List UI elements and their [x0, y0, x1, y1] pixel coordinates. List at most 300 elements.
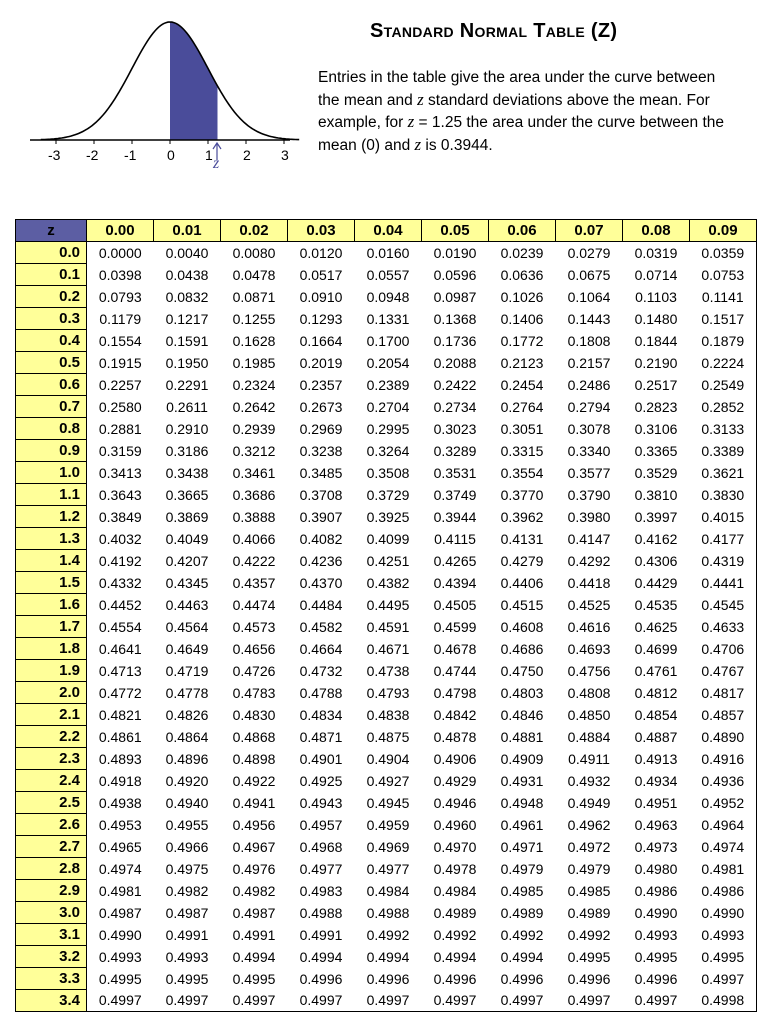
column-header: 0.08 — [623, 220, 690, 242]
table-cell: 0.4251 — [366, 552, 410, 569]
table-cell: 0.4989 — [500, 904, 544, 921]
table-row — [16, 396, 757, 418]
axis-tick-label: 0 — [167, 147, 175, 163]
table-cell: 0.4952 — [690, 792, 757, 814]
table-cell: 0.4726 — [232, 662, 276, 679]
table-cell: 0.4484 — [299, 596, 343, 613]
table-cell: 0.1443 — [567, 310, 611, 327]
table-cell: 0.4192 — [98, 552, 142, 569]
table-cell: 0.1844 — [634, 332, 678, 349]
table-cell: 0.4971 — [500, 838, 544, 855]
table-cell: 0.4906 — [433, 750, 477, 767]
table-cell: 0.4993 — [634, 926, 678, 943]
table-cell: 0.4875 — [366, 728, 410, 745]
table-cell: 0.2190 — [634, 354, 678, 371]
table-cell: 0.0596 — [433, 266, 477, 283]
table-cell: 0.4222 — [232, 552, 276, 569]
table-cell: 0.4992 — [366, 926, 410, 943]
table-cell: 0.4960 — [433, 816, 477, 833]
table-cell: 0.4916 — [690, 748, 757, 770]
table-cell: 0.3907 — [299, 508, 343, 525]
table-cell: 0.4713 — [98, 662, 142, 679]
table-cell: 0.0675 — [567, 266, 611, 283]
row-header: 2.6 — [16, 814, 87, 836]
table-cell: 0.2224 — [690, 352, 757, 374]
row-header: 0.6 — [16, 374, 87, 396]
table-cell: 0.4495 — [366, 596, 410, 613]
table-cell: 0.2794 — [567, 398, 611, 415]
table-cell: 0.3485 — [299, 464, 343, 481]
table-cell: 0.0438 — [165, 266, 209, 283]
table-cell: 0.4345 — [165, 574, 209, 591]
table-cell: 0.4706 — [690, 638, 757, 660]
table-cell: 0.4957 — [299, 816, 343, 833]
table-cell: 0.4993 — [98, 948, 142, 965]
row-header: 3.0 — [16, 902, 87, 924]
table-cell: 0.4830 — [232, 706, 276, 723]
table-cell: 0.4948 — [500, 794, 544, 811]
table-cell: 0.3888 — [232, 508, 276, 525]
table-cell: 0.4817 — [690, 682, 757, 704]
table-cell: 0.0080 — [232, 244, 276, 261]
table-cell: 0.4994 — [232, 948, 276, 965]
table-cell: 0.4993 — [165, 948, 209, 965]
table-cell: 0.2881 — [98, 420, 142, 437]
table-cell: 0.4788 — [299, 684, 343, 701]
table-cell: 0.4732 — [299, 662, 343, 679]
table-cell: 0.4292 — [567, 552, 611, 569]
table-row — [16, 792, 757, 814]
table-cell: 0.4966 — [165, 838, 209, 855]
table-cell: 0.4808 — [567, 684, 611, 701]
table-cell: 0.2734 — [433, 398, 477, 415]
table-cell: 0.1103 — [635, 288, 677, 305]
row-header: 3.3 — [16, 968, 87, 990]
table-cell: 0.4406 — [500, 574, 544, 591]
table-cell: 0.4995 — [98, 970, 142, 987]
table-cell: 0.0871 — [232, 288, 276, 305]
table-cell: 0.4265 — [433, 552, 477, 569]
table-cell: 0.4938 — [98, 794, 142, 811]
table-cell: 0.3159 — [98, 442, 142, 459]
table-cell: 0.3365 — [634, 442, 678, 459]
table-cell: 0.4868 — [232, 728, 276, 745]
table-cell: 0.1664 — [299, 332, 343, 349]
table-cell: 0.4564 — [165, 618, 209, 635]
table-cell: 0.4936 — [690, 770, 757, 792]
table-cell: 0.4893 — [98, 750, 142, 767]
description-text-1: Entries in the table give the area under the curve between the mean and — [318, 69, 716, 109]
table-cell: 0.4236 — [299, 552, 343, 569]
table-cell: 0.4821 — [98, 706, 142, 723]
table-cell: 0.3389 — [690, 440, 757, 462]
table-cell: 0.0000 — [98, 244, 142, 261]
table-cell: 0.4959 — [366, 816, 410, 833]
table-cell: 0.3461 — [232, 464, 276, 481]
table-row — [16, 550, 757, 572]
table-cell: 0.4949 — [567, 794, 611, 811]
table-cell: 0.4429 — [634, 574, 678, 591]
table-cell: 0.4911 — [568, 750, 610, 767]
table-cell: 0.4996 — [299, 970, 343, 987]
table-cell: 0.4998 — [690, 990, 757, 1012]
table-cell: 0.2517 — [634, 376, 678, 393]
table-cell: 0.1517 — [690, 308, 757, 330]
description-text-2: standard deviations above the mean. For example, for — [318, 91, 710, 131]
table-cell: 0.1064 — [567, 288, 611, 305]
table-cell: 0.4975 — [165, 860, 209, 877]
table-cell: 0.4972 — [567, 838, 611, 855]
table-cell: 0.4994 — [500, 948, 544, 965]
table-cell: 0.4306 — [634, 552, 678, 569]
table-cell: 0.4750 — [500, 662, 544, 679]
table-cell: 0.4932 — [567, 772, 611, 789]
table-cell: 0.2673 — [299, 398, 343, 415]
table-cell: 0.3790 — [567, 486, 611, 503]
table-cell: 0.4474 — [232, 596, 276, 613]
table-cell: 0.4761 — [634, 662, 678, 679]
row-header: 2.7 — [16, 836, 87, 858]
row-header: 1.6 — [16, 594, 87, 616]
row-header: 2.2 — [16, 726, 87, 748]
table-cell: 0.4991 — [165, 926, 209, 943]
table-cell: 0.4997 — [221, 990, 288, 1012]
table-cell: 0.4744 — [433, 662, 477, 679]
table-cell: 0.4382 — [366, 574, 410, 591]
table-cell: 0.3106 — [634, 420, 678, 437]
table-cell: 0.4997 — [288, 990, 355, 1012]
table-cell: 0.3529 — [634, 464, 678, 481]
table-cell: 0.4922 — [232, 772, 276, 789]
table-cell: 0.0160 — [366, 244, 410, 261]
table-cell: 0.4798 — [433, 684, 477, 701]
table-cell: 0.3997 — [634, 508, 678, 525]
table-cell: 0.4032 — [98, 530, 142, 547]
table-cell: 0.0948 — [366, 288, 410, 305]
table-cell: 0.4616 — [567, 618, 611, 635]
table-cell: 0.4996 — [567, 970, 611, 987]
table-cell: 0.3212 — [232, 442, 276, 459]
table-cell: 0.4871 — [299, 728, 343, 745]
table-cell: 0.0636 — [500, 266, 544, 283]
table-cell: 0.4995 — [567, 948, 611, 965]
table-cell: 0.4986 — [634, 882, 678, 899]
table-cell: 0.3869 — [165, 508, 209, 525]
table-cell: 0.1879 — [690, 330, 757, 352]
table-cell: 0.0478 — [232, 266, 276, 283]
table-cell: 0.4846 — [500, 706, 544, 723]
row-header: 0.8 — [16, 418, 87, 440]
table-row — [16, 594, 757, 616]
table-cell: 0.4693 — [567, 640, 611, 657]
z-table — [15, 219, 757, 1012]
table-cell: 0.2088 — [433, 354, 477, 371]
table-cell: 0.3531 — [433, 464, 477, 481]
table-cell: 0.4989 — [433, 904, 477, 921]
table-cell: 0.4332 — [98, 574, 142, 591]
table-cell: 0.3830 — [690, 484, 757, 506]
table-cell: 0.3289 — [433, 442, 477, 459]
table-cell: 0.4826 — [165, 706, 209, 723]
row-header: 1.7 — [16, 616, 87, 638]
axis-tick-label: 1 — [205, 147, 213, 163]
table-cell: 0.4925 — [299, 772, 343, 789]
table-cell: 0.3340 — [567, 442, 611, 459]
row-header: 1.3 — [16, 528, 87, 550]
table-cell: 0.4929 — [433, 772, 477, 789]
table-cell: 0.2852 — [690, 396, 757, 418]
row-header: 0.4 — [16, 330, 87, 352]
column-header: 0.00 — [87, 220, 154, 242]
table-cell: 0.1141 — [690, 286, 757, 308]
table-cell: 0.3643 — [98, 486, 142, 503]
table-cell: 0.4996 — [500, 970, 544, 987]
table-cell: 0.4996 — [366, 970, 410, 987]
table-cell: 0.4984 — [433, 882, 477, 899]
table-cell: 0.4049 — [165, 530, 209, 547]
table-cell: 0.4977 — [299, 860, 343, 877]
table-cell: 0.4803 — [500, 684, 544, 701]
table-cell: 0.4997 — [355, 990, 422, 1012]
table-row — [16, 352, 757, 374]
table-cell: 0.4973 — [634, 838, 678, 855]
table-cell: 0.3849 — [98, 508, 142, 525]
table-cell: 0.3944 — [433, 508, 477, 525]
table-cell: 0.4625 — [634, 618, 678, 635]
page-title: Standard Normal Table (Z) — [370, 20, 618, 42]
table-cell: 0.0910 — [299, 288, 343, 305]
table-cell: 0.4854 — [634, 706, 678, 723]
table-cell: 0.2054 — [366, 354, 410, 371]
table-cell: 0.0398 — [98, 266, 142, 283]
table-cell: 0.3264 — [366, 442, 410, 459]
column-header: 0.06 — [489, 220, 556, 242]
table-cell: 0.2157 — [567, 354, 611, 371]
row-header: 0.7 — [16, 396, 87, 418]
table-row — [16, 286, 757, 308]
table-cell: 0.4115 — [434, 530, 476, 547]
table-cell: 0.4969 — [366, 838, 410, 855]
corner-header: z — [16, 220, 87, 242]
table-cell: 0.4953 — [98, 816, 142, 833]
description-z-3: z — [414, 134, 422, 154]
table-cell: 0.4131 — [500, 530, 544, 547]
table-row — [16, 946, 757, 968]
table-cell: 0.2324 — [232, 376, 276, 393]
table-cell: 0.4976 — [232, 860, 276, 877]
table-cell: 0.4793 — [366, 684, 410, 701]
table-cell: 0.4997 — [87, 990, 154, 1012]
table-cell: 0.4881 — [500, 728, 544, 745]
table-cell: 0.3508 — [366, 464, 410, 481]
table-cell: 0.4162 — [634, 530, 678, 547]
description-text-3: = 1.25 the area under the curve between the mean (0) and — [318, 114, 725, 154]
normal-curve-figure — [20, 10, 300, 170]
table-cell: 0.1554 — [98, 332, 142, 349]
row-header: 3.4 — [16, 990, 87, 1012]
table-cell: 0.4591 — [366, 618, 410, 635]
table-cell: 0.4987 — [98, 904, 142, 921]
table-cell: 0.4913 — [634, 750, 678, 767]
table-cell: 0.2580 — [98, 398, 142, 415]
table-cell: 0.4756 — [567, 662, 611, 679]
table-row — [16, 858, 757, 880]
table-cell: 0.4968 — [299, 838, 343, 855]
table-row — [16, 968, 757, 990]
table-cell: 0.1985 — [232, 354, 276, 371]
table-cell: 0.4990 — [98, 926, 142, 943]
table-cell: 0.4633 — [690, 616, 757, 638]
column-header: 0.09 — [690, 220, 757, 242]
table-cell: 0.4934 — [634, 772, 678, 789]
table-cell: 0.4099 — [366, 530, 410, 547]
table-cell: 0.3078 — [567, 420, 611, 437]
table-cell: 0.4991 — [232, 926, 276, 943]
table-cell: 0.4515 — [500, 596, 544, 613]
table-cell: 0.4951 — [634, 794, 678, 811]
axis-tick-label: 2 — [243, 147, 251, 163]
table-cell: 0.4927 — [366, 772, 410, 789]
table-row — [16, 374, 757, 396]
table-cell: 0.4988 — [299, 904, 343, 921]
table-cell: 0.2291 — [165, 376, 209, 393]
table-cell: 0.4981 — [98, 882, 142, 899]
table-cell: 0.0120 — [299, 244, 343, 261]
table-row — [16, 836, 757, 858]
table-cell: 0.3438 — [165, 464, 209, 481]
table-cell: 0.4582 — [299, 618, 343, 635]
table-row — [16, 264, 757, 286]
table-cell: 0.4963 — [634, 816, 678, 833]
table-cell: 0.4996 — [433, 970, 477, 987]
table-row — [16, 880, 757, 902]
table-row — [16, 638, 757, 660]
table-cell: 0.4920 — [165, 772, 209, 789]
row-header: 1.5 — [16, 572, 87, 594]
table-cell: 0.4357 — [232, 574, 276, 591]
table-cell: 0.4955 — [165, 816, 209, 833]
table-row — [16, 242, 757, 264]
table-cell: 0.4979 — [500, 860, 544, 877]
table-cell: 0.4994 — [299, 948, 343, 965]
table-row — [16, 814, 757, 836]
table-cell: 0.4884 — [567, 728, 611, 745]
table-cell: 0.4946 — [433, 794, 477, 811]
column-header: 0.02 — [221, 220, 288, 242]
table-row — [16, 990, 757, 1012]
table-cell: 0.4441 — [690, 572, 757, 594]
table-cell: 0.4671 — [366, 640, 410, 657]
table-cell: 0.2642 — [232, 398, 276, 415]
table-cell: 0.4767 — [690, 660, 757, 682]
table-cell: 0.1736 — [433, 332, 477, 349]
table-cell: 0.4890 — [690, 726, 757, 748]
table-cell: 0.2611 — [166, 398, 208, 415]
table-row — [16, 506, 757, 528]
table-cell: 0.4545 — [690, 594, 757, 616]
table-cell: 0.4015 — [690, 506, 757, 528]
table-row — [16, 330, 757, 352]
table-cell: 0.4987 — [165, 904, 209, 921]
table-cell: 0.4812 — [634, 684, 678, 701]
table-cell: 0.4599 — [433, 618, 477, 635]
table-row — [16, 616, 757, 638]
table-cell: 0.4904 — [366, 750, 410, 767]
table-cell: 0.0359 — [690, 242, 757, 264]
table-cell: 0.4147 — [567, 530, 611, 547]
table-row — [16, 682, 757, 704]
table-row — [16, 902, 757, 924]
table-cell: 0.4207 — [165, 552, 209, 569]
table-cell: 0.4177 — [690, 528, 757, 550]
table-cell: 0.0557 — [366, 266, 410, 283]
table-cell: 0.4990 — [634, 904, 678, 921]
table-cell: 0.4984 — [366, 882, 410, 899]
table-cell: 0.3686 — [232, 486, 276, 503]
table-cell: 0.4940 — [165, 794, 209, 811]
table-cell: 0.1406 — [500, 310, 544, 327]
table-cell: 0.4990 — [690, 902, 757, 924]
table-cell: 0.4842 — [433, 706, 477, 723]
table-cell: 0.4834 — [299, 706, 343, 723]
table-cell: 0.4994 — [433, 948, 477, 965]
table-cell: 0.4573 — [232, 618, 276, 635]
table-cell: 0.4981 — [690, 858, 757, 880]
table-cell: 0.4988 — [366, 904, 410, 921]
table-cell: 0.4418 — [567, 574, 611, 591]
table-row — [16, 770, 757, 792]
table-cell: 0.0987 — [433, 288, 477, 305]
table-cell: 0.2939 — [232, 420, 276, 437]
table-cell: 0.1293 — [299, 310, 343, 327]
row-header: 2.8 — [16, 858, 87, 880]
table-cell: 0.4987 — [232, 904, 276, 921]
table-cell: 0.4641 — [98, 640, 142, 657]
row-header: 1.0 — [16, 462, 87, 484]
table-cell: 0.4994 — [366, 948, 410, 965]
table-cell: 0.4656 — [232, 640, 276, 657]
table-cell: 0.4978 — [433, 860, 477, 877]
table-cell: 0.4918 — [98, 772, 142, 789]
axis-tick-label: -1 — [124, 147, 137, 163]
row-header: 2.1 — [16, 704, 87, 726]
table-cell: 0.0239 — [500, 244, 544, 261]
table-cell: 0.1026 — [500, 288, 544, 305]
row-header: 0.3 — [16, 308, 87, 330]
table-cell: 0.2549 — [690, 374, 757, 396]
table-cell: 0.4861 — [98, 728, 142, 745]
table-cell: 0.4887 — [634, 728, 678, 745]
table-cell: 0.4525 — [567, 596, 611, 613]
table-cell: 0.4995 — [165, 970, 209, 987]
table-cell: 0.3962 — [500, 508, 544, 525]
table-cell: 0.0832 — [165, 288, 209, 305]
description-text-4: is 0.3944. — [421, 136, 493, 154]
table-cell: 0.4997 — [422, 990, 489, 1012]
table-cell: 0.1700 — [366, 332, 410, 349]
table-cell: 0.2910 — [165, 420, 209, 437]
row-header: 1.8 — [16, 638, 87, 660]
table-cell: 0.3621 — [690, 462, 757, 484]
table-cell: 0.2357 — [299, 376, 343, 393]
axis-tick-label: -3 — [48, 147, 61, 163]
table-row — [16, 308, 757, 330]
table-cell: 0.4772 — [98, 684, 142, 701]
table-cell: 0.4686 — [500, 640, 544, 657]
table-cell: 0.3665 — [165, 486, 209, 503]
row-header: 0.0 — [16, 242, 87, 264]
table-cell: 0.4980 — [634, 860, 678, 877]
